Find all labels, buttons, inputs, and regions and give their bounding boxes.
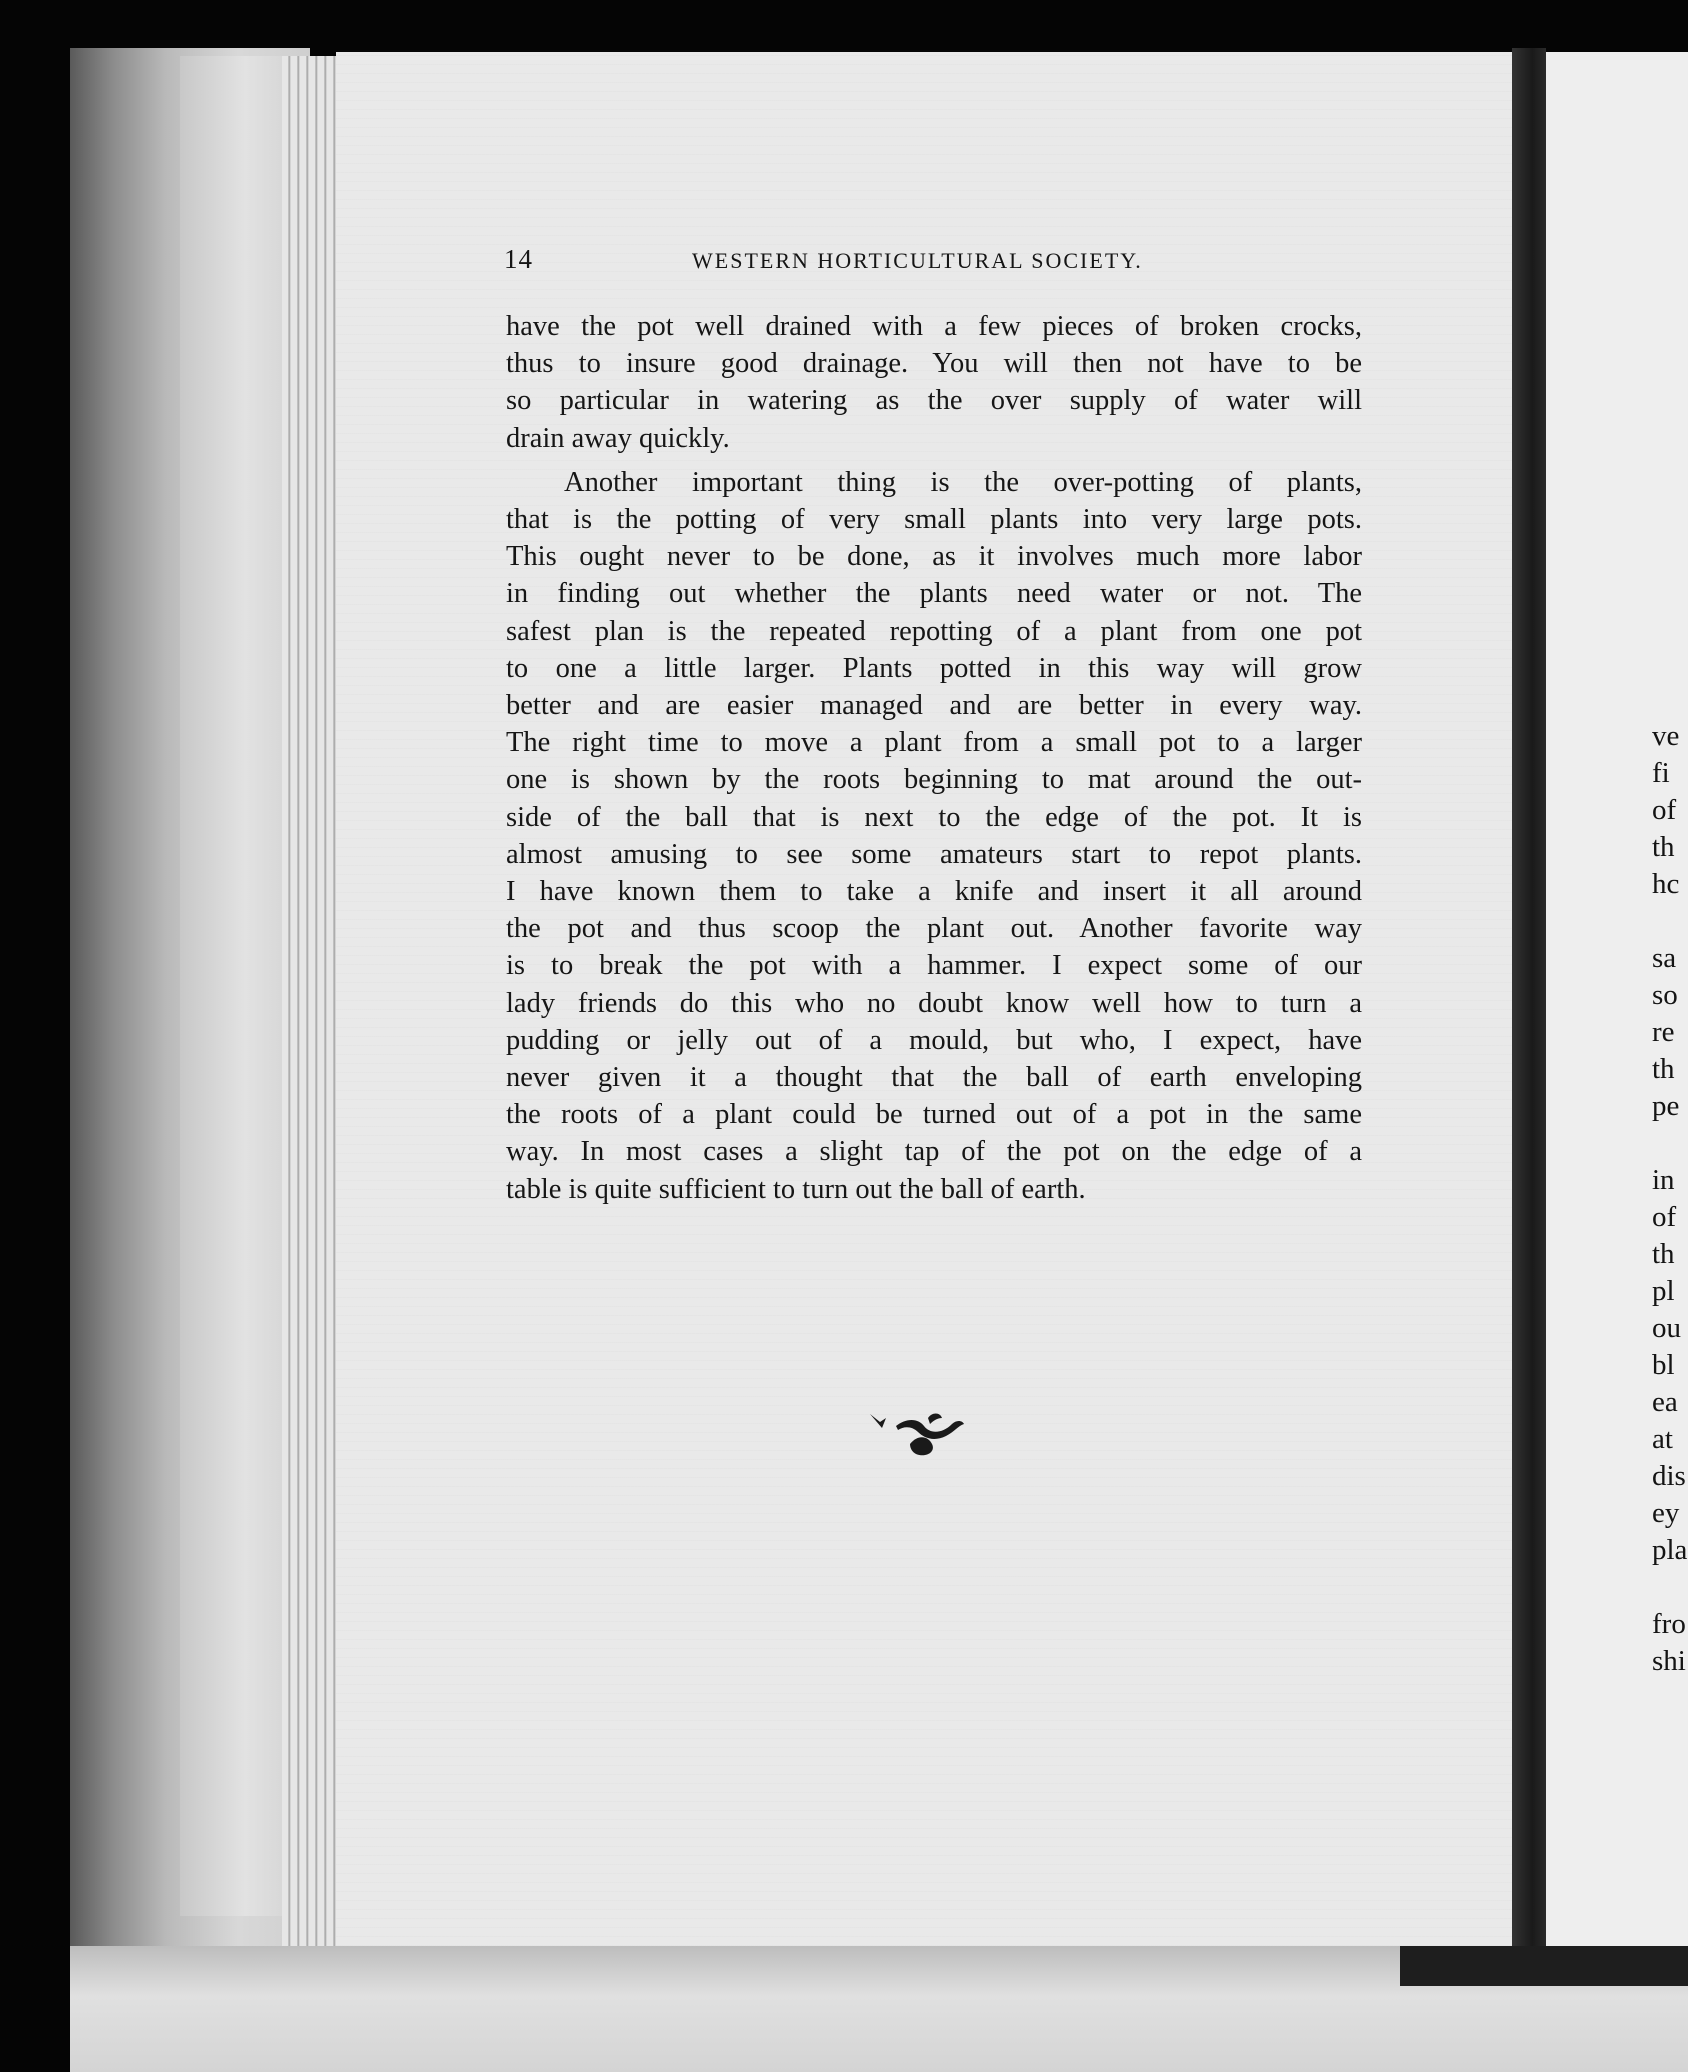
text-line: way. In most cases a slight tap of the pot on the edge of a bbox=[506, 1136, 1362, 1168]
text-line: I have known them to take a knife and insert it all around bbox=[506, 876, 1362, 908]
text-line: better and are easier managed and are better in every way. bbox=[506, 690, 1362, 722]
facing-page-fragment: of bbox=[1652, 1201, 1677, 1233]
text-line: that is the potting of very small plants into very large pots. bbox=[506, 504, 1362, 536]
running-head: WESTERN HORTICULTURAL SOCIETY. bbox=[692, 248, 1143, 273]
facing-page-fragment: so bbox=[1652, 979, 1678, 1011]
facing-page-fragment: pl bbox=[1652, 1275, 1675, 1307]
page-stack bbox=[282, 56, 342, 1956]
facing-page-fragment: ou bbox=[1652, 1312, 1681, 1344]
bottom-shadow bbox=[1400, 1946, 1688, 1986]
text-line: almost amusing to see some amateurs start to repot plants. bbox=[506, 838, 1362, 870]
facing-page-fragments bbox=[1652, 718, 1688, 1680]
text-line: never given it a thought that the ball of earth enveloping bbox=[506, 1062, 1362, 1094]
facing-page-fragment: ea bbox=[1652, 1386, 1678, 1418]
facing-page-fragment: shi bbox=[1652, 1645, 1686, 1677]
facing-page-fragment: ey bbox=[1652, 1497, 1680, 1529]
facing-page-fragment: th bbox=[1652, 1053, 1675, 1085]
text-line: This ought never to be done, as it involves much more labor bbox=[506, 541, 1362, 573]
text-line: is to break the pot with a hammer. I expect some of our bbox=[506, 950, 1362, 982]
fleuron-ornament-icon bbox=[866, 1404, 970, 1460]
book-spine bbox=[1512, 48, 1546, 1948]
page-number: 14 bbox=[504, 244, 533, 274]
paragraph bbox=[506, 308, 1362, 457]
body-text bbox=[506, 308, 1362, 1208]
facing-page-fragment: re bbox=[1652, 1016, 1675, 1048]
facing-page-fragment: fi bbox=[1652, 757, 1670, 789]
text-line: safest plan is the repeated repotting of a plant from one pot bbox=[506, 615, 1362, 647]
text-line: so particular in watering as the over supply of water will bbox=[506, 385, 1362, 417]
text-line: table is quite sufficient to turn out the ball of earth. bbox=[506, 1173, 1086, 1205]
facing-page-fragment: th bbox=[1652, 1238, 1675, 1270]
facing-page-fragment: pla bbox=[1652, 1534, 1688, 1566]
text-line: the pot and thus scoop the plant out. Another favorite way bbox=[506, 913, 1362, 945]
text-line: drain away quickly. bbox=[506, 422, 730, 454]
text-line: have the pot well drained with a few pieces of broken crocks, bbox=[506, 311, 1362, 342]
facing-page-fragment: fro bbox=[1652, 1608, 1686, 1640]
text-line: pudding or jelly out of a mould, but who, I expect, have bbox=[506, 1024, 1362, 1056]
facing-page-fragment: dis bbox=[1652, 1460, 1686, 1492]
facing-page-fragment: hc bbox=[1652, 868, 1680, 900]
facing-page-fragment bbox=[1652, 1569, 1688, 1606]
facing-page-fragment: pe bbox=[1652, 1090, 1680, 1122]
facing-page-fragment: at bbox=[1652, 1423, 1673, 1455]
facing-page-fragment bbox=[1652, 903, 1688, 940]
text-line: thus to insure good drainage. You will then not have to be bbox=[506, 348, 1362, 380]
facing-page-fragment: ve bbox=[1652, 720, 1680, 752]
text-line: to one a little larger. Plants potted in this way will grow bbox=[506, 652, 1362, 684]
facing-page-fragment: bl bbox=[1652, 1349, 1675, 1381]
text-line: side of the ball that is next to the edge of the pot. It is bbox=[506, 801, 1362, 833]
text-line: Another important thing is the over-potting of plants, bbox=[564, 466, 1362, 498]
text-line: lady friends do this who no doubt know well how to turn a bbox=[506, 987, 1362, 1019]
text-line: one is shown by the roots beginning to mat around the out- bbox=[506, 764, 1362, 796]
facing-page-fragment bbox=[1652, 1125, 1688, 1162]
text-line: The right time to move a plant from a small pot to a larger bbox=[506, 727, 1362, 759]
paragraph bbox=[506, 464, 1362, 1208]
facing-page-fragment: th bbox=[1652, 831, 1675, 863]
facing-page-fragment: in bbox=[1652, 1164, 1675, 1196]
facing-page-fragment: of bbox=[1652, 794, 1677, 826]
text-line: the roots of a plant could be turned out of a pot in the same bbox=[506, 1099, 1362, 1131]
text-line: in finding out whether the plants need water or not. The bbox=[506, 578, 1362, 610]
facing-page-fragment: sa bbox=[1652, 942, 1677, 974]
